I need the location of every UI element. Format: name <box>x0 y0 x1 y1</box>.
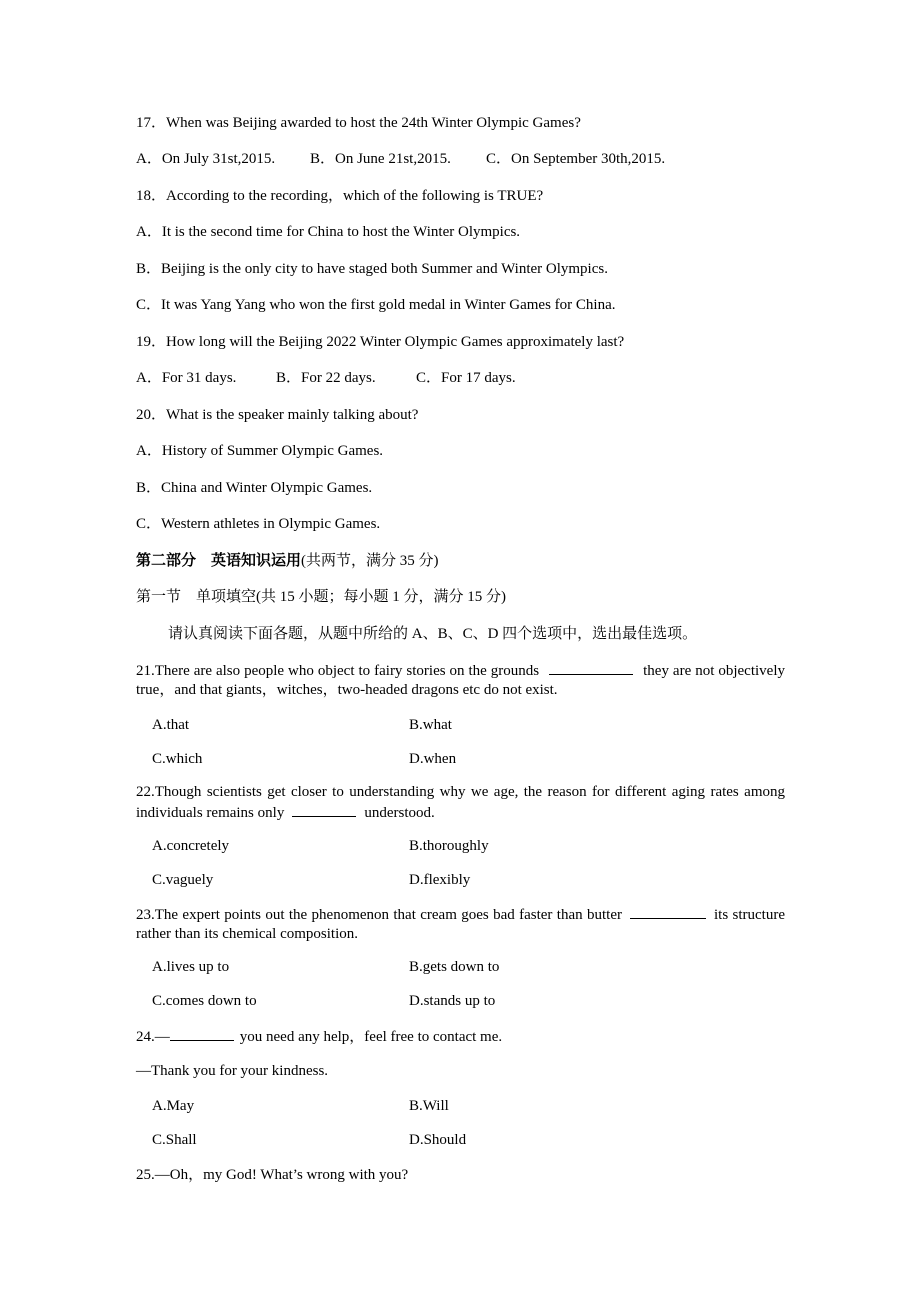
q20-option-a: A．History of Summer Olympic Games. <box>136 443 384 459</box>
q23-option-c: C.comes down to <box>152 993 257 1009</box>
part2-heading-bold: 第二部分 英语知识运用 <box>136 553 302 569</box>
q23-blank[interactable] <box>630 904 706 919</box>
part2-heading <box>136 551 439 571</box>
q24-option-c: C.Shall <box>152 1132 197 1148</box>
q19-option-b: B．For 22 days. <box>276 370 376 386</box>
q23-option-b: B.gets down to <box>409 959 500 975</box>
q20-option-b: B．China and Winter Olympic Games. <box>136 480 373 496</box>
question-20: 20．What is the speaker mainly talking about? <box>136 407 419 423</box>
question-21 <box>136 660 785 700</box>
q22-option-b: B.thoroughly <box>409 838 489 854</box>
q24-option-d: D.Should <box>409 1132 467 1148</box>
q18-option-b: B．Beijing is the only city to have staged both Summer and Winter Olympics. <box>136 261 608 277</box>
question-23 <box>136 904 785 944</box>
q21-option-d: D.when <box>409 751 457 767</box>
q23-option-a: A.lives up to <box>152 959 230 975</box>
q23-option-d: D.stands up to <box>409 993 496 1009</box>
q21-option-c: C.which <box>152 751 203 767</box>
question-25 <box>136 1165 408 1185</box>
q24-stem-post: you need any help，feel free to contact me. <box>239 1029 503 1045</box>
q24-option-a: A.May <box>152 1098 195 1114</box>
q22-option-a: A.concretely <box>152 838 230 854</box>
q21-stem-pre: There are also people who object to fairy stories on the grounds <box>154 663 540 679</box>
q22-number: 22. <box>136 784 155 800</box>
q25-stem: —Oh，my God! What’s wrong with you? <box>154 1167 409 1183</box>
q21-stem-post: they are not objectively true，and that giants，witches，two-headed dragons etc do not exist. <box>136 663 785 698</box>
question-24 <box>136 1026 502 1047</box>
q18-option-a: A．It is the second time for China to host the Winter Olympics. <box>136 224 521 240</box>
q23-number: 23. <box>136 907 155 923</box>
q21-option-a: A.that <box>152 717 190 733</box>
question-19: 19．How long will the Beijing 2022 Winter Olympic Games approximately last? <box>136 334 625 350</box>
q22-blank[interactable] <box>292 802 356 817</box>
q20-option-c: C．Western athletes in Olympic Games. <box>136 516 381 532</box>
q17-option-a: A．On July 31st,2015. <box>136 151 276 167</box>
q25-number: 25. <box>136 1167 155 1183</box>
q19-option-a: A．For 31 days. <box>136 370 237 386</box>
q24-dash: — <box>154 1029 170 1045</box>
q23-stem-pre: The expert points out the phenomenon that cream goes bad faster than butter <box>154 907 622 923</box>
q17-option-b: B．On June 21st,2015. <box>310 151 451 167</box>
part2-heading-score: (共两节，满分 35 分) <box>301 553 439 569</box>
q22-stem-post: understood. <box>364 805 435 821</box>
q22-option-d: D.flexibly <box>409 872 471 888</box>
instruction: 请认真阅读下面各题，从题中所给的 A、B、C、D 四个选项中，选出最佳选项。 <box>168 626 698 642</box>
q24-blank[interactable] <box>170 1026 234 1041</box>
q23-stem-post: its structure rather than its chemical composition. <box>136 907 785 942</box>
question-17: 17．When was Beijing awarded to host the 24th Winter Olympic Games? <box>136 115 581 131</box>
q19-option-c: C．For 17 days. <box>416 370 516 386</box>
q24-reply: —Thank you for your kindness. <box>136 1063 329 1079</box>
q17-option-c: C．On September 30th,2015. <box>486 151 666 167</box>
q22-option-c: C.vaguely <box>152 872 214 888</box>
q21-blank[interactable] <box>549 660 633 675</box>
q21-number: 21. <box>136 663 155 679</box>
question-18: 18．According to the recording，which of the following is TRUE? <box>136 188 544 204</box>
q24-number: 24. <box>136 1029 155 1045</box>
q18-option-c: C．It was Yang Yang who won the first gold medal in Winter Games for China. <box>136 297 616 313</box>
question-22 <box>136 783 785 823</box>
q21-option-b: B.what <box>409 717 452 733</box>
q24-option-b: B.Will <box>409 1098 449 1114</box>
q22-stem-pre: Though scientists get closer to understanding why we age, the reason for different aging rates among individuals remains only <box>136 784 785 821</box>
section1-heading: 第一节 单项填空(共 15 小题；每小题 1 分，满分 15 分) <box>136 589 506 605</box>
